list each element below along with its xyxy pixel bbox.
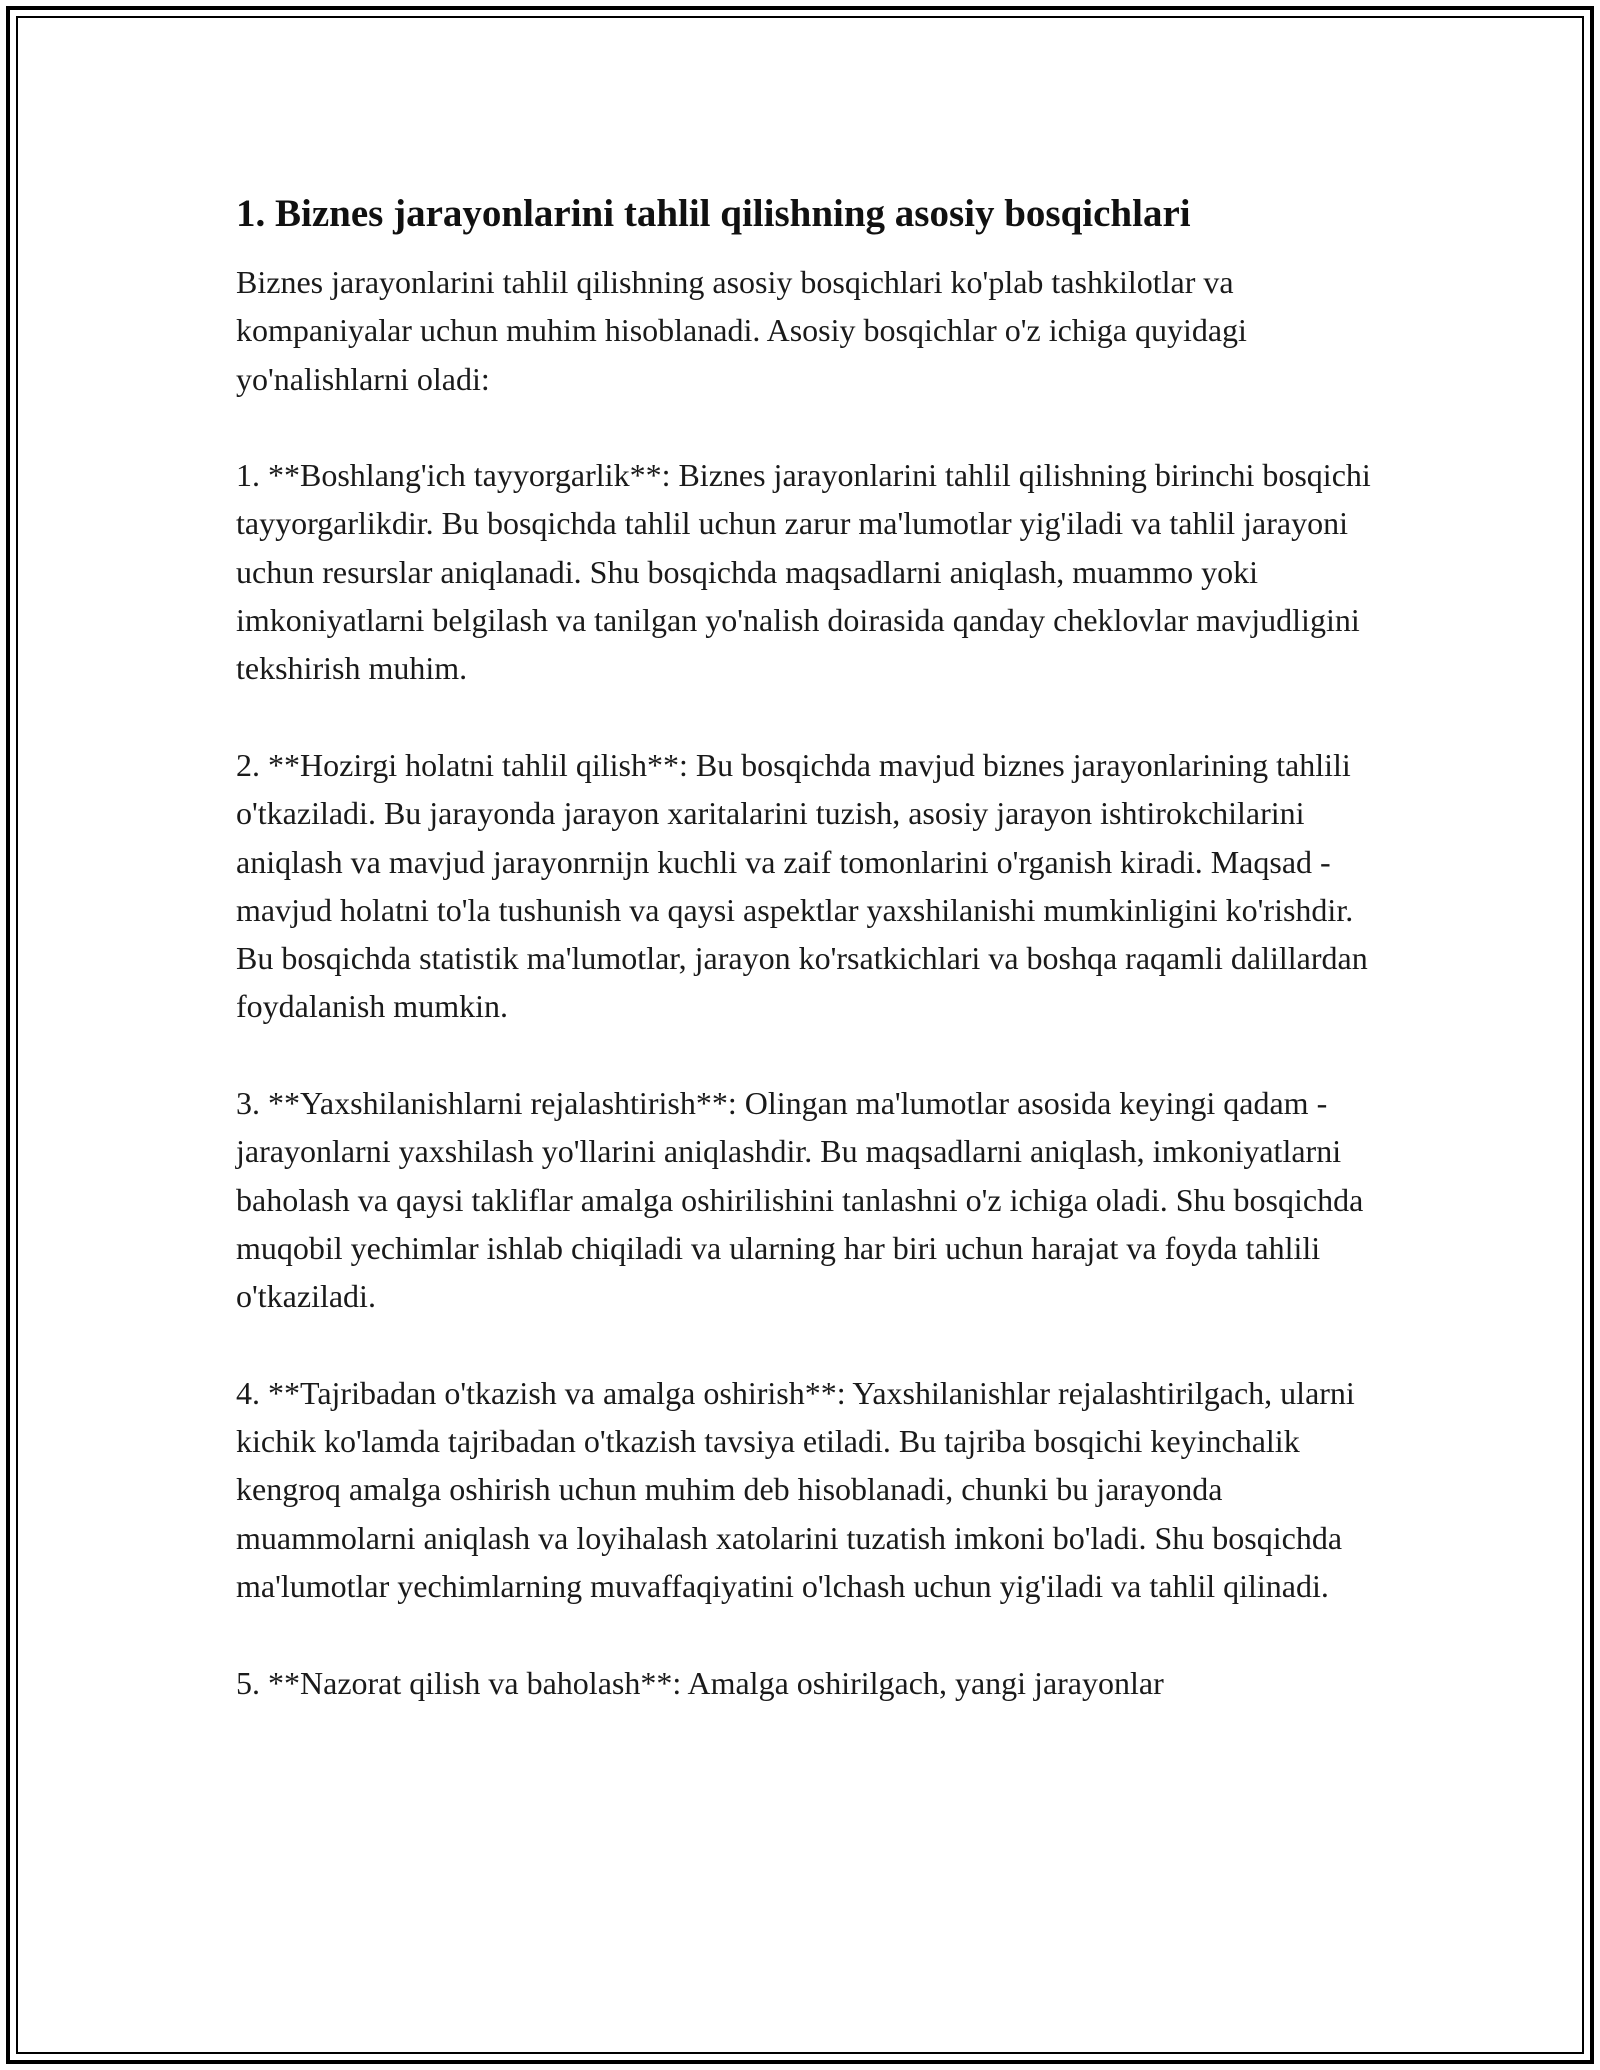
step-2-paragraph: 2. **Hozirgi holatni tahlil qilish**: Bu bosqichda mavjud biznes jarayonlarining tahlili o'tkaziladi. Bu jarayonda jarayon xaritalarini tuzish, asosiy jarayon ishtirokchilarini aniqlash va mavjud jarayonrnijn kuchli va zaif tomonlarini o'rganish kiradi. Maqsad - mavjud holatni to'la tushunish va qaysi aspektlar yaxshilanishi mumkinligini ko'rishdir. Bu bosqichda statistik ma'lumotlar, jarayon ko'rsatkichlari va boshqa raqamli dalillardan foydalanish mumkin. <box>236 746 1368 1025</box>
document-title: 1. Biznes jarayonlarini tahlil qilishning asosiy bosqichlari <box>236 192 1191 235</box>
step-5-paragraph: 5. **Nazorat qilish va baholash**: Amalga oshirilgach, yangi jarayonlar <box>236 1664 1164 1701</box>
step-4-paragraph: 4. **Tajribadan o'tkazish va amalga oshirish**: Yaxshilanishlar rejalashtirilgach, ularni kichik ko'lamda tajribadan o'tkazish tavsiya etiladi. Bu tajriba bosqichi keyinchalik kengroq amalga oshirish uchun muhim deb hisoblanadi, chunki bu jarayonda muammolarni aniqlash va loyihalash xatolarini tuzatish imkoni bo'ladi. Shu bosqichda ma'lumotlar yechimlarning muvaffaqiyatini o'lchash uchun yig'iladi va tahlil qilinadi. <box>236 1374 1355 1605</box>
document-body <box>236 186 1376 1755</box>
step-3-paragraph: 3. **Yaxshilanishlarni rejalashtirish**: Olingan ma'lumotlar asosida keyingi qadam - jarayonlarni yaxshilash yo'llarini aniqlashdir. Bu maqsadlarni aniqlash, imkoniyatlarni baholash va qaysi takliflar amalga oshirilishini tanlashni o'z ichiga oladi. Shu bosqichda muqobil yechimlar ishlab chiqiladi va ularning har biri uchun harajat va foyda tahlili o'tkaziladi. <box>236 1085 1364 1315</box>
step-1-paragraph: 1. **Boshlang'ich tayyorgarlik**: Biznes jarayonlarini tahlil qilishning birinchi bosqichi tayyorgarlikdir. Bu bosqichda tahlil uchun zarur ma'lumotlar yig'iladi va tahlil jarayoni uchun resurslar aniqlanadi. Shu bosqichda maqsadlarni aniqlash, muammo yoki imkoniyatlarni belgilash va tanilgan yo'nalish doirasida qanday cheklovlar mavjudligini tekshirish muhim. <box>236 457 1371 687</box>
intro-paragraph: Biznes jarayonlarini tahlil qilishning asosiy bosqichlari ko'plab tashkilotlar va kompaniyalar uchun muhim hisoblanadi. Asosiy bosqichlar o'z ichiga quyidagi yo'nalishlarni oladi: <box>236 264 1247 397</box>
